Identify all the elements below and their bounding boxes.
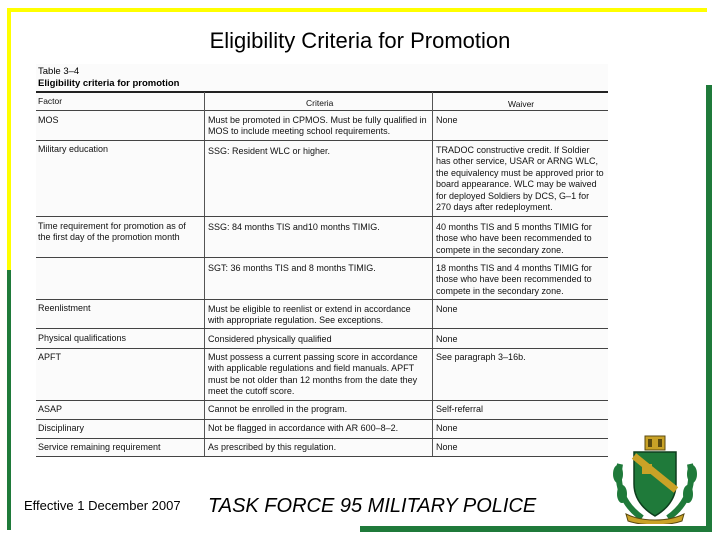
frame-right-green	[706, 85, 712, 530]
cell-waiver: TRADOC constructive credit. If Soldier has other service, USAR or ARNG WLC, the equivalency must be approved prior to board appearance. WLC may be waived for deployed Soldiers by DCS, G–1 for 270 days after redeployment.	[436, 145, 604, 213]
header-factor: Factor	[38, 96, 63, 106]
column-divider	[432, 92, 433, 456]
column-divider	[204, 92, 205, 456]
cell-factor: Time requirement for promotion as of the first day of the promotion month	[38, 221, 186, 243]
footer-organization: TASK FORCE 95 MILITARY POLICE	[208, 495, 537, 517]
cell-criteria: Considered physically qualified	[208, 334, 332, 344]
cell-criteria: SGT: 36 months TIS and 8 months TIMIG.	[208, 263, 376, 273]
slide-title: Eligibility Criteria for Promotion	[209, 28, 511, 53]
cell-criteria: SSG: 84 months TIS and10 months TIMIG.	[208, 222, 380, 232]
cell-criteria: Must be promoted in CPMOS. Must be fully qualified in MOS to include meeting school requirements.	[208, 115, 427, 137]
frame-bottom-green	[360, 526, 712, 532]
cell-criteria: SSG: Resident WLC or higher.	[208, 146, 331, 156]
frame-top-yellow	[7, 8, 707, 12]
cell-factor: Service remaining requirement	[38, 442, 161, 452]
cell-factor: Reenlistment	[38, 303, 91, 313]
table-rule	[36, 419, 608, 420]
table-rule	[36, 400, 608, 401]
cell-factor: MOS	[38, 115, 59, 125]
table-caption: Eligibility criteria for promotion	[38, 78, 180, 89]
cell-waiver: None	[436, 442, 458, 452]
table-rule	[36, 299, 608, 300]
cell-waiver: See paragraph 3–16b.	[436, 352, 526, 362]
table-rule	[36, 438, 608, 439]
table-rule	[36, 456, 608, 457]
header-criteria: Criteria	[306, 98, 334, 108]
cell-waiver: 40 months TIS and 5 months TIMIG for those who have been recommended to compete in the secondary zone.	[436, 222, 592, 255]
eligibility-table	[36, 64, 608, 457]
cell-waiver: None	[436, 423, 458, 433]
table-rule	[36, 110, 608, 111]
table-rule	[36, 91, 608, 93]
table-rule	[36, 348, 608, 349]
cell-waiver: 18 months TIS and 4 months TIMIG for those who have been recommended to compete in the secondary zone.	[436, 263, 592, 296]
cell-factor: ASAP	[38, 404, 63, 414]
table-rule	[36, 140, 608, 141]
table-number: Table 3–4	[38, 66, 80, 77]
cell-criteria: Not be flagged in accordance with AR 600–8–2.	[208, 423, 399, 433]
cell-waiver: None	[436, 334, 458, 344]
cell-criteria: Must possess a current passing score in accordance with applicable regulations and field manuals. APFT must be not older than 12 months from the date they meet the cutoff score.	[208, 352, 418, 397]
military-police-regimental-crest-icon	[612, 434, 698, 524]
cell-waiver: Self-referral	[436, 404, 484, 414]
cell-criteria: As prescribed by this regulation.	[208, 442, 337, 452]
cell-factor: APFT	[38, 352, 62, 362]
cell-factor: Military education	[38, 144, 109, 154]
cell-waiver: None	[436, 115, 458, 125]
table-rule	[36, 257, 608, 258]
cell-waiver: None	[436, 304, 458, 314]
table-rule	[36, 216, 608, 217]
cell-factor: Physical qualifications	[38, 333, 127, 343]
cell-criteria: Must be eligible to reenlist or extend in accordance with appropriate regulation. See exceptions.	[208, 304, 411, 326]
cell-factor: Disciplinary	[38, 423, 85, 433]
frame-left-green	[7, 270, 11, 530]
footer-effective-date: Effective 1 December 2007	[24, 498, 181, 513]
cell-criteria: Cannot be enrolled in the program.	[208, 404, 348, 414]
header-waiver: Waiver	[508, 99, 535, 109]
table-rule	[36, 328, 608, 329]
